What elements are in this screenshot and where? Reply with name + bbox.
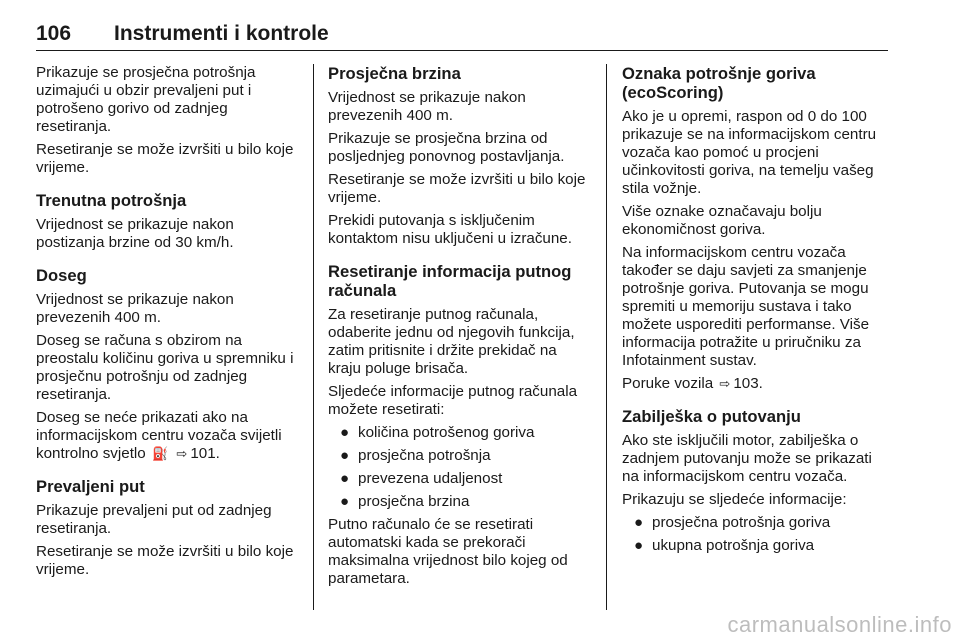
paragraph: Više oznake označavaju bolju ekonomičnost goriva. (622, 203, 822, 238)
column-divider (313, 64, 314, 610)
list-item-text: količina potrošenog goriva (358, 424, 535, 441)
page-number: 106 (36, 22, 72, 45)
reset-list (328, 424, 590, 511)
paragraph-text: Poruke vozila (622, 375, 714, 392)
paragraph: Putno računalo će se resetirati automatski kada se prekorači maksimalna vrijednost bilo kojeg od parametara. (328, 516, 568, 587)
heading-range: Doseg (36, 266, 87, 285)
list-item (328, 470, 590, 488)
paragraph: Za resetiranje putnog računala, odaberite jednu od njegovih funkcija, zatim pritisnite i držite prekidač na kraju poluge brisača. (328, 306, 575, 377)
paragraph: Prekidi putovanja s isključenim kontaktom nisu uključeni u izračune. (328, 212, 572, 247)
list-item (328, 424, 590, 442)
list-item (328, 447, 590, 465)
paragraph: Vrijednost se prikazuje nakon postizanja brzine od 30 km/h. (36, 216, 234, 251)
list-item-text: prosječna brzina (358, 493, 470, 510)
heading-eco-scoring: Oznaka potrošnje goriva (ecoScoring) (622, 64, 816, 102)
bullet-icon: ● (340, 493, 350, 510)
paragraph (622, 375, 888, 393)
heading-current-consumption: Trenutna potrošnja (36, 191, 187, 210)
column-2 (328, 64, 590, 593)
page-reference[interactable]: 101. (190, 445, 220, 462)
paragraph: Resetiranje se može izvršiti u bilo koje vrijeme. (36, 543, 294, 578)
heading-distance: Prevaljeni put (36, 477, 145, 496)
column-1 (36, 64, 298, 584)
paragraph: Prikazuje se prosječna brzina od posljednjeg ponovnog postavljanja. (328, 130, 565, 165)
paragraph: Resetiranje se može izvršiti u bilo koje vrijeme. (36, 141, 294, 176)
paragraph: Ako ste isključili motor, zabilješka o zadnjem putovanju može se prikazati na informacijskom centru vozača. (622, 432, 872, 485)
trip-list (622, 514, 888, 555)
paragraph: Prikazuju se sljedeće informacije: (622, 491, 847, 508)
list-item-text: prevezena udaljenost (358, 470, 503, 487)
section-title: Instrumenti i kontrole (114, 22, 329, 45)
reference-arrow-icon: ⇨ (176, 446, 188, 461)
page-reference[interactable]: 103. (733, 375, 763, 392)
paragraph: Vrijednost se prikazuje nakon prevezenih 400 m. (328, 89, 526, 124)
paragraph: Doseg se računa s obzirom na preostalu količinu goriva u spremniku i prosječnu potrošnju od zadnjeg resetiranja. (36, 332, 294, 403)
bullet-icon: ● (340, 447, 350, 464)
heading-average-speed: Prosječna brzina (328, 64, 461, 83)
heading-trip-note: Zabilješka o putovanju (622, 407, 801, 426)
heading-reset-trip-computer: Resetiranje informacija putnog računala (328, 262, 572, 300)
paragraph: Na informacijskom centru vozača također se daju savjeti za smanjenje potrošnje goriva. Putovanja se mogu spremiti u memoriju sustava i tako možete usporediti performanse. Više informacija potražite u priručniku za Infotainment sustav. (622, 244, 870, 369)
list-item-text: ukupna potrošnja goriva (652, 537, 815, 554)
column-divider (606, 64, 607, 610)
paragraph: Prikazuje prevaljeni put od zadnjeg resetiranja. (36, 502, 272, 537)
fuel-pump-icon: ⛽ (151, 446, 169, 461)
paragraph: Ako je u opremi, raspon od 0 do 100 prikazuje se na informacijskom centru vozača kao pomoć u procjeni učinkovitosti goriva, na temelju vašeg stila vožnje. (622, 108, 877, 197)
paragraph (36, 409, 298, 463)
page-header (36, 22, 888, 51)
paragraph: Sljedeće informacije putnog računala možete resetirati: (328, 383, 578, 418)
paragraph: Prikazuje se prosječna potrošnja uzimajući u obzir prevaljeni put i potrošeno gorivo od zadnjeg resetiranja. (36, 64, 256, 135)
list-item-text: prosječna potrošnja goriva (652, 514, 831, 531)
list-item (328, 493, 590, 511)
bullet-icon: ● (634, 537, 644, 554)
bullet-icon: ● (634, 514, 644, 531)
column-3 (622, 64, 888, 560)
reference-arrow-icon: ⇨ (719, 376, 731, 391)
paragraph: Resetiranje se može izvršiti u bilo koje vrijeme. (328, 171, 586, 206)
paragraph: Vrijednost se prikazuje nakon prevezenih 400 m. (36, 291, 234, 326)
watermark: carmanualsonline.info (727, 612, 952, 637)
bullet-icon: ● (340, 470, 350, 487)
list-item (622, 537, 888, 555)
list-item-text: prosječna potrošnja (358, 447, 491, 464)
list-item (622, 514, 888, 532)
paragraph-text: Doseg se neće prikazati ako na informacijskom centru vozača svijetli kontrolno svjetlo (36, 409, 282, 462)
bullet-icon: ● (340, 424, 350, 441)
